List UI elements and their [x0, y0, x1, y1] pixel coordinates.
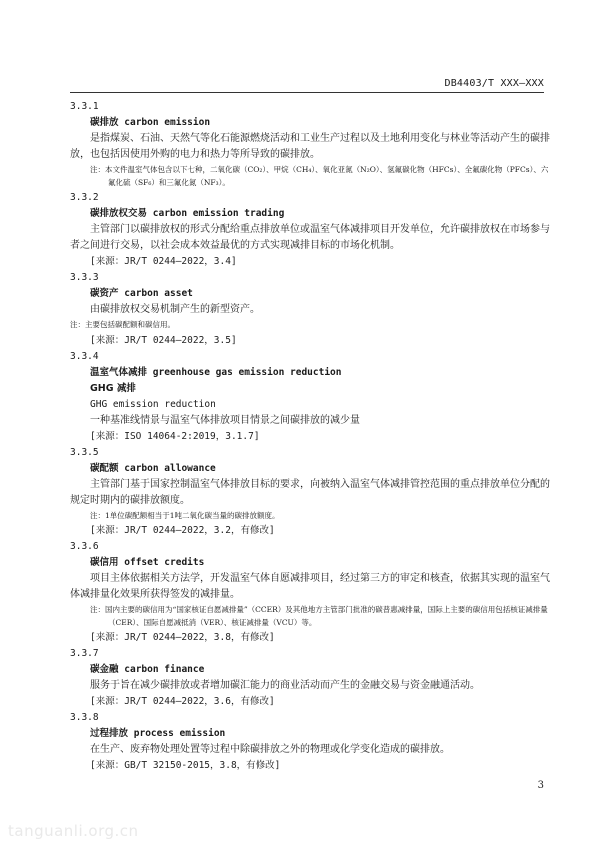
- page-header-code: DB4403/T XXX—XXX: [444, 78, 544, 89]
- term-number: 3.3.5: [70, 446, 99, 458]
- term-definition: 是指煤炭、石油、天然气等化石能源燃烧活动和工业生产过程以及土地利用变化与林业等活动产生的碳排放，也包括因使用外购的电力和热力等所导致的碳排放。: [70, 133, 550, 160]
- term-en: greenhouse gas emission reduction: [152, 366, 342, 378]
- term-number: 3.3.3: [70, 272, 99, 283]
- term-zh: 碳排放: [90, 117, 119, 128]
- term-zh: 过程排放: [90, 728, 129, 739]
- term-en: carbon allowance: [124, 462, 216, 474]
- term-alt-zh: GHG 减排: [90, 382, 136, 394]
- term-note: 注：1单位碳配额相当于1吨二氧化碳当量的碳排放额度。: [90, 510, 280, 520]
- term-definition: 主管部门以碳排放权的形式分配给重点排放单位或温室气体减排项目开发单位，允许碳排放权在市场参与者之间进行交易，以社会成本效益最优的方式实现减排目标的市场化机制。: [70, 224, 550, 251]
- term-title: [70, 461, 550, 477]
- term-note: 注：本文件温室气体包含以下七种，二氧化碳（CO₂）、甲烷（CH₄）、氧化亚氮（N₂O）、氢氟碳化物（HFCs）、全氟碳化物（PFCs）、六氟化硫（SF₆）和三氟化氮（NF₃）。: [90, 165, 549, 187]
- term-entry: [70, 646, 550, 710]
- terms-content: [70, 99, 550, 774]
- term-zh: 碳配额: [90, 462, 119, 474]
- term-entry: [70, 539, 550, 646]
- term-entry: [70, 99, 550, 189]
- term-zh: 碳资产: [90, 288, 119, 299]
- term-definition: 一种基准线情景与温室气体排放项目情景之间碳排放的减少量: [90, 414, 360, 426]
- term-en: carbon emission trading: [152, 208, 285, 219]
- term-entry: [70, 445, 550, 540]
- watermark: tanguanli.org.cn: [8, 822, 139, 840]
- term-title: [70, 726, 550, 742]
- page-number: 3: [537, 780, 544, 791]
- term-definition: 服务于旨在减少碳排放或者增加碳汇能力的商业活动而产生的金融交易与资金融通活动。: [90, 680, 480, 691]
- term-title: [70, 662, 550, 678]
- term-definition: 主管部门基于国家控制温室气体排放目标的要求，向被纳入温室气体减排管控范围的重点排放单位分配的规定时期内的碳排放额度。: [70, 478, 550, 506]
- term-number: 3.3.4: [70, 350, 99, 362]
- term-definition: 在生产、废弃物处理处置等过程中除碳排放之外的物理或化学变化造成的碳排放。: [90, 744, 450, 755]
- term-alt-title: [70, 381, 550, 397]
- term-note: 注：主要包括碳配额和碳信用。: [70, 320, 175, 329]
- term-entry: [70, 710, 550, 774]
- term-title: [70, 206, 550, 222]
- term-en: carbon emission: [124, 117, 211, 128]
- term-source: [来源：ISO 14064-2:2019，3.1.7]: [90, 430, 260, 442]
- term-alt-en: GHG emission reduction: [90, 398, 216, 410]
- term-en: process emission: [133, 728, 226, 739]
- term-number: 3.3.6: [70, 541, 99, 552]
- term-number: 3.3.2: [70, 192, 99, 203]
- term-source: [来源：JR/T 0244—2022，3.5]: [90, 334, 237, 346]
- term-entry: [70, 349, 550, 445]
- term-number: 3.3.8: [70, 712, 99, 723]
- term-definition: 项目主体依据相关方法学，开发温室气体自愿减排项目，经过第三方的审定和核查，依据其实现的温室气体减排量化效果所获得签发的减排量。: [70, 573, 550, 600]
- term-title: [70, 365, 550, 381]
- term-zh: 碳金融: [90, 664, 119, 675]
- term-zh: 温室气体减排: [90, 366, 148, 378]
- term-title: [70, 286, 550, 302]
- term-zh: 碳信用: [90, 557, 119, 568]
- term-source: [来源：JR/T 0244—2022，3.8，有修改]: [90, 632, 275, 643]
- term-entry: [70, 270, 550, 349]
- term-source: [来源：JR/T 0244—2022，3.4]: [90, 256, 237, 267]
- term-source: [来源：JR/T 0244—2022，3.2，有修改]: [90, 525, 275, 536]
- term-entry: [70, 190, 550, 270]
- term-en: carbon finance: [124, 664, 205, 675]
- term-note: 注：国内主要的碳信用为“国家核证自愿减排量”（CCER）及其他地方主管部门批准的碳普惠减排量，国际上主要的碳信用包括核证减排量（CER）、国际自愿减抵消（VER）、核证减排量（VCU）等。: [90, 605, 548, 627]
- header-rule: [70, 92, 544, 93]
- term-source: [来源：GB/T 32150-2015，3.8，有修改]: [90, 760, 281, 771]
- term-number: 3.3.7: [70, 648, 99, 659]
- term-title: [70, 115, 550, 131]
- term-number: 3.3.1: [70, 101, 99, 112]
- term-title: [70, 555, 550, 571]
- term-source: [来源：JR/T 0244—2022，3.6，有修改]: [90, 696, 275, 707]
- term-definition: 由碳排放权交易机制产生的新型资产。: [90, 304, 260, 315]
- term-en: offset credits: [124, 557, 205, 568]
- term-en: carbon asset: [124, 288, 193, 299]
- term-zh: 碳排放权交易: [90, 208, 148, 219]
